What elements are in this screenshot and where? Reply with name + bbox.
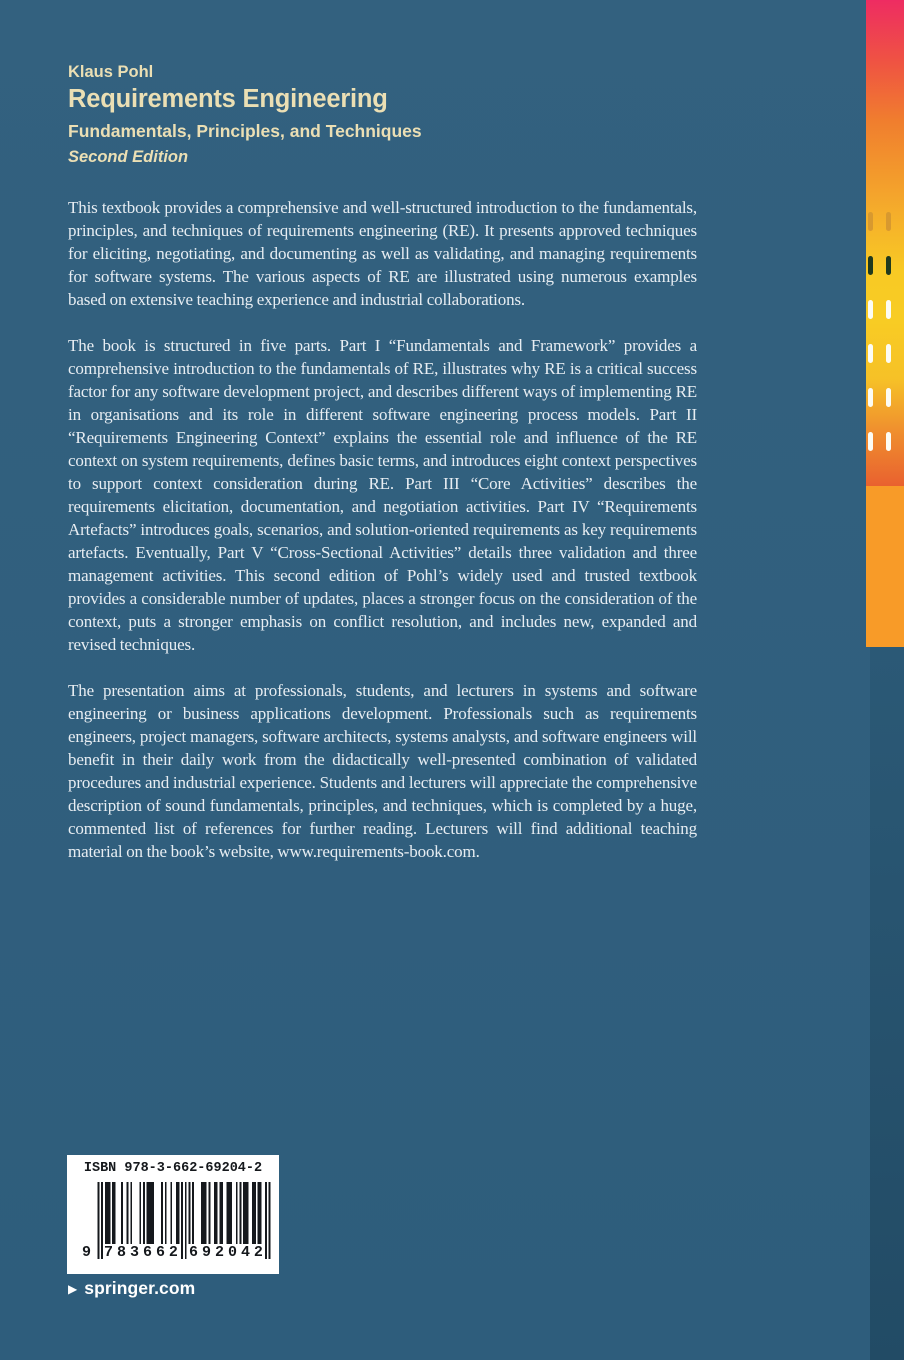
- page-edge-band: [870, 647, 904, 1360]
- barcode-digits-group2: [189, 1244, 263, 1262]
- barcode-digit: 2: [253, 1244, 263, 1261]
- springer-arrow-icon: ▶: [68, 1281, 78, 1296]
- stripe-dash: [868, 300, 873, 319]
- barcode-digit: 3: [129, 1244, 139, 1261]
- stripe-dash: [868, 388, 873, 407]
- barcode-digit: 8: [116, 1244, 126, 1261]
- stripe-dash: [886, 300, 891, 319]
- author-name: Klaus Pohl: [68, 63, 154, 81]
- stripe-dash: [886, 212, 891, 231]
- stripe-dash: [886, 432, 891, 451]
- barcode-digit: 6: [155, 1244, 165, 1261]
- barcode-digits-group1: [104, 1244, 178, 1262]
- barcode-digit: 6: [142, 1244, 152, 1261]
- isbn-label: ISBN 978-3-662-69204-2: [83, 1161, 263, 1176]
- barcode-digit: 0: [227, 1244, 237, 1261]
- barcode-digit-lead: 9: [82, 1244, 92, 1261]
- springer-brand: [68, 1278, 195, 1299]
- isbn-barcode-box: [67, 1155, 279, 1274]
- edition-label: Second Edition: [68, 148, 189, 166]
- barcode-digit: 6: [189, 1244, 199, 1261]
- barcode-digit: 2: [168, 1244, 178, 1261]
- blurb-paragraph-2: The book is structured in five parts. Part I “Fundamentals and Framework” provides a comprehensive introduction to the fundamentals of RE, illustrates why RE is a critical success factor for any software development project, and describes different ways of implementing RE in organisations and its role in different software engineering process models. Part II “Requirements Engineering Context” explains the essential role and influence of the RE context on system requirements, defines basic terms, and introduces eight context perspectives to support context consideration during RE. Part III “Core Activities” describes the requirements elicitation, documentation, and negotiation activities. Part IV “Requirements Artefacts” introduces goals, scenarios, and solution-oriented requirements as key requirements artefacts. Eventually, Part V “Cross-Sectional Activities” details three validation and three management activities. This second edition of Pohl’s widely used and trusted textbook provides a considerable number of updates, places a stronger focus on the consideration of the context, puts a stronger emphasis on conflict resolution, and includes new, expanded and revised techniques.: [68, 336, 697, 654]
- stripe-dash: [886, 388, 891, 407]
- stripe-solid-block: [866, 486, 904, 647]
- stripe-dash: [886, 256, 891, 275]
- blurb-paragraph-1: This textbook provides a comprehensive and well-structured introduction to the fundamentals, principles, and techniques of requirements engineering (RE). It presents approved techniques for eliciting, negotiating, and documenting as well as validating, and managing requirements for software systems. The various aspects of RE are illustrated using numerous examples based on extensive teaching experience and industrial collaborations.: [68, 198, 697, 309]
- barcode-digit: 9: [201, 1244, 211, 1261]
- barcode-digit: 2: [214, 1244, 224, 1261]
- stripe-dash: [868, 212, 873, 231]
- blurb-paragraph-3: The presentation aims at professionals, students, and lecturers in systems and software engineering or business applications development. Professionals such as requirements engineers, project managers, software architects, systems analysts, and software engineers will benefit in their daily work from the didactically well-presented combination of validated procedures and industrial experience. Students and lecturers will appreciate the comprehensive description of sound fundamentals, principles, and techniques, which is completed by a huge, commented list of references for further reading. Lecturers will find additional teaching material on the book’s website, www.requirements-book.com.: [68, 681, 697, 861]
- stripe-dash: [886, 344, 891, 363]
- stripe-gradient: [866, 0, 904, 486]
- barcode-digit: 4: [240, 1244, 250, 1261]
- book-title: Requirements Engineering: [68, 85, 388, 113]
- book-subtitle: Fundamentals, Principles, and Techniques: [68, 121, 422, 141]
- barcode-digit: 7: [104, 1244, 114, 1261]
- spine-color-stripe: [866, 0, 904, 647]
- stripe-dash: [868, 256, 873, 275]
- stripe-dash: [868, 344, 873, 363]
- springer-url: springer.com: [84, 1278, 196, 1298]
- stripe-dash: [868, 432, 873, 451]
- back-cover-blurb: [68, 196, 697, 886]
